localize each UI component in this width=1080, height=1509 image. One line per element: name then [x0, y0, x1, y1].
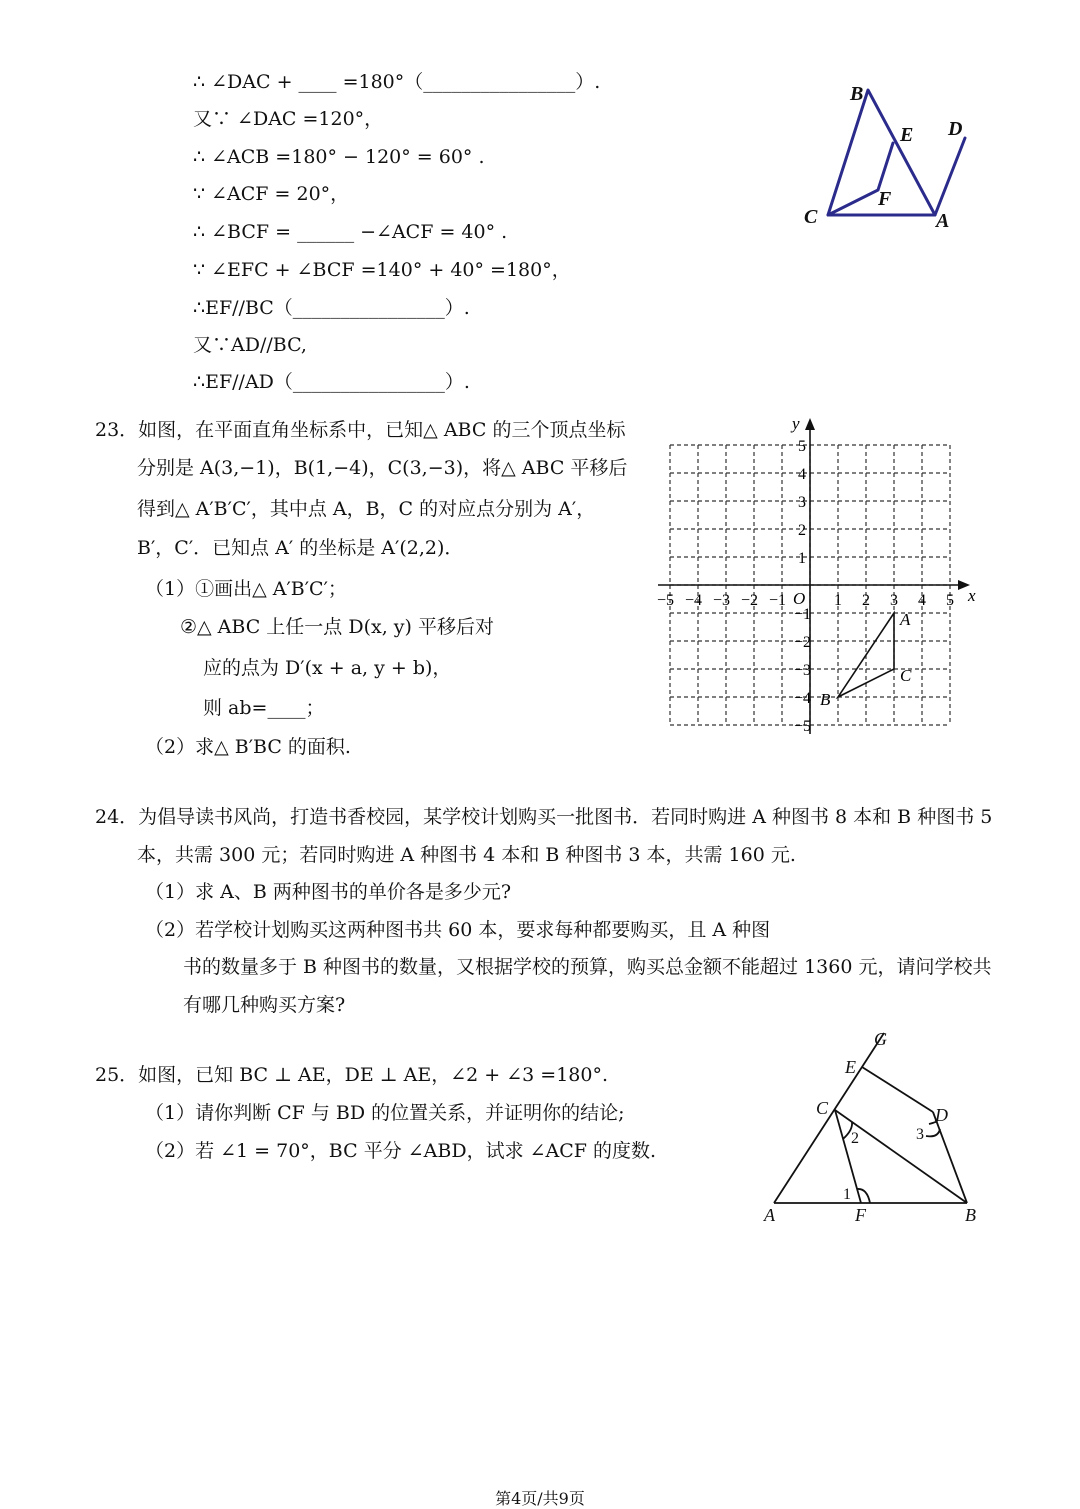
- q25-label-a: A: [764, 1205, 775, 1225]
- q25-line-1: 25．如图，已知 BC ⊥ AE，DE ⊥ AE，∠2 + ∠3 =180°.: [95, 1064, 609, 1086]
- q25-label-g: G: [874, 1029, 887, 1049]
- q25-label-3: 3: [916, 1126, 924, 1143]
- proof-line-6: ∵ ∠EFC + ∠BCF =140° + 40° =180°，: [193, 259, 571, 281]
- q24-line-4: （2）若学校计划购买这两种图书共 60 本，要求每种都要购买，且 A 种图: [145, 919, 771, 941]
- q22-label-b: B: [850, 83, 864, 105]
- line-ag: [774, 1033, 884, 1203]
- y-axis-label: y: [792, 414, 800, 433]
- q23-line-2: 分别是 A(3,−1)，B(1,−4)，C(3,−3)，将△ ABC 平移后: [137, 457, 628, 479]
- q22-figure: [790, 75, 990, 245]
- point-label-a: A: [900, 610, 911, 629]
- q25-label-f: F: [855, 1205, 866, 1225]
- x-tick-label: 5: [946, 592, 954, 609]
- proof-line-9: ∴EF//AD（________________）.: [193, 371, 470, 393]
- tick-labels: [657, 438, 954, 735]
- q22-label-c: C: [804, 206, 818, 228]
- q23-line-9: （2）求△ B′BC 的面积.: [145, 736, 351, 758]
- proof-line-8: 又∵AD//BC,: [193, 334, 307, 356]
- q23-line-6: ②△ ABC 上任一点 D(x, y) 平移后对: [180, 616, 494, 638]
- y-tick-label: −2: [794, 634, 812, 651]
- q24-line-5: 书的数量多于 B 种图书的数量，又根据学校的预算，购买总金额不能超过 1360 元，请问学校共: [183, 956, 992, 978]
- line-db: [933, 1112, 967, 1203]
- q22-label-a: A: [936, 210, 950, 232]
- q25-figure: [755, 1025, 995, 1235]
- q24-line-6: 有哪几种购买方案?: [183, 994, 346, 1016]
- origin-label: O: [793, 589, 806, 608]
- x-tick-label: 4: [918, 592, 926, 609]
- y-tick-label: −1: [794, 606, 812, 623]
- point-label-c: C: [900, 666, 912, 685]
- x-tick-label: −5: [657, 592, 675, 609]
- q24-line-2: 本，共需 300 元；若同时购进 A 种图书 4 本和 B 种图书 3 本，共需 160 元.: [137, 844, 796, 866]
- q25-line-2: （1）请你判断 CF 与 BD 的位置关系，并证明你的结论;: [145, 1102, 625, 1124]
- q22-label-e: E: [900, 124, 914, 146]
- q24-line-3: （1）求 A、B 两种图书的单价各是多少元?: [145, 881, 512, 903]
- q25-label-1: 1: [843, 1186, 851, 1203]
- q23-coordinate-figure: [640, 412, 990, 747]
- x-tick-label: −2: [741, 592, 759, 609]
- q23-line-8: 则 ab=____；: [203, 697, 325, 719]
- y-tick-label: 2: [798, 522, 806, 539]
- proof-line-2: 又∵ ∠DAC =120°，: [193, 108, 384, 130]
- y-tick-label: −5: [794, 718, 812, 735]
- q25-label-d: D: [935, 1105, 948, 1125]
- page-footer: 第4页/共9页: [495, 1489, 585, 1508]
- y-axis-arrow: [805, 418, 815, 430]
- y-tick-label: 3: [798, 494, 806, 511]
- x-tick-label: −4: [685, 592, 703, 609]
- q25-label-c: C: [816, 1098, 829, 1118]
- x-tick-label: 1: [834, 592, 842, 609]
- y-tick-label: 1: [798, 550, 806, 567]
- q23-line-4: B′，C′．已知点 A′ 的坐标是 A′(2,2)．: [137, 537, 464, 559]
- y-tick-label: −3: [794, 662, 812, 679]
- y-tick-label: −4: [794, 690, 812, 707]
- q23-line-3: 得到△ A′B′C′，其中点 A，B，C 的对应点分别为 A′，: [137, 498, 596, 520]
- y-tick-label: 5: [798, 438, 806, 455]
- q25-label-2: 2: [851, 1130, 859, 1147]
- triangle-abc: [820, 610, 912, 709]
- q22-figure-segment-ad: [935, 138, 965, 215]
- angle-3-arc: [926, 1129, 940, 1136]
- q25-line-3: （2）若 ∠1 = 70°，BC 平分 ∠ABD，试求 ∠ACF 的度数.: [145, 1140, 657, 1162]
- q23-line-5: （1）①画出△ A′B′C′；: [145, 578, 347, 600]
- line-ed: [862, 1067, 933, 1112]
- axes: [658, 418, 970, 734]
- proof-line-7: ∴EF//BC（________________）.: [193, 297, 470, 319]
- x-tick-label: −3: [713, 592, 731, 609]
- x-tick-label: 3: [890, 592, 898, 609]
- q25-label-e: E: [845, 1057, 856, 1077]
- x-axis-label: x: [968, 586, 976, 605]
- proof-line-1: ∴ ∠DAC + ____ =180°（________________）.: [193, 71, 601, 93]
- q22-label-f: F: [878, 188, 892, 210]
- proof-line-5: ∴ ∠BCF = ______ −∠ACF = 40° .: [193, 221, 508, 243]
- q24-line-1: 24．为倡导读书风尚，打造书香校园，某学校计划购买一批图书．若同时购进 A 种图书 8 本和 B 种图书 5: [95, 806, 993, 828]
- point-label-b: B: [820, 690, 831, 709]
- q22-label-d: D: [948, 118, 963, 140]
- proof-line-3: ∴ ∠ACB =180° − 120° = 60° .: [193, 146, 485, 168]
- x-tick-label: −1: [769, 592, 787, 609]
- q23-line-1: 23．如图，在平面直角坐标系中，已知△ ABC 的三个顶点坐标: [95, 419, 626, 441]
- x-tick-label: 2: [862, 592, 870, 609]
- q23-line-7: 应的点为 D′(x + a, y + b)，: [203, 657, 452, 679]
- q25-label-b: B: [965, 1205, 976, 1225]
- y-tick-label: 4: [798, 466, 806, 483]
- proof-line-4: ∵ ∠ACF = 20°，: [193, 183, 350, 205]
